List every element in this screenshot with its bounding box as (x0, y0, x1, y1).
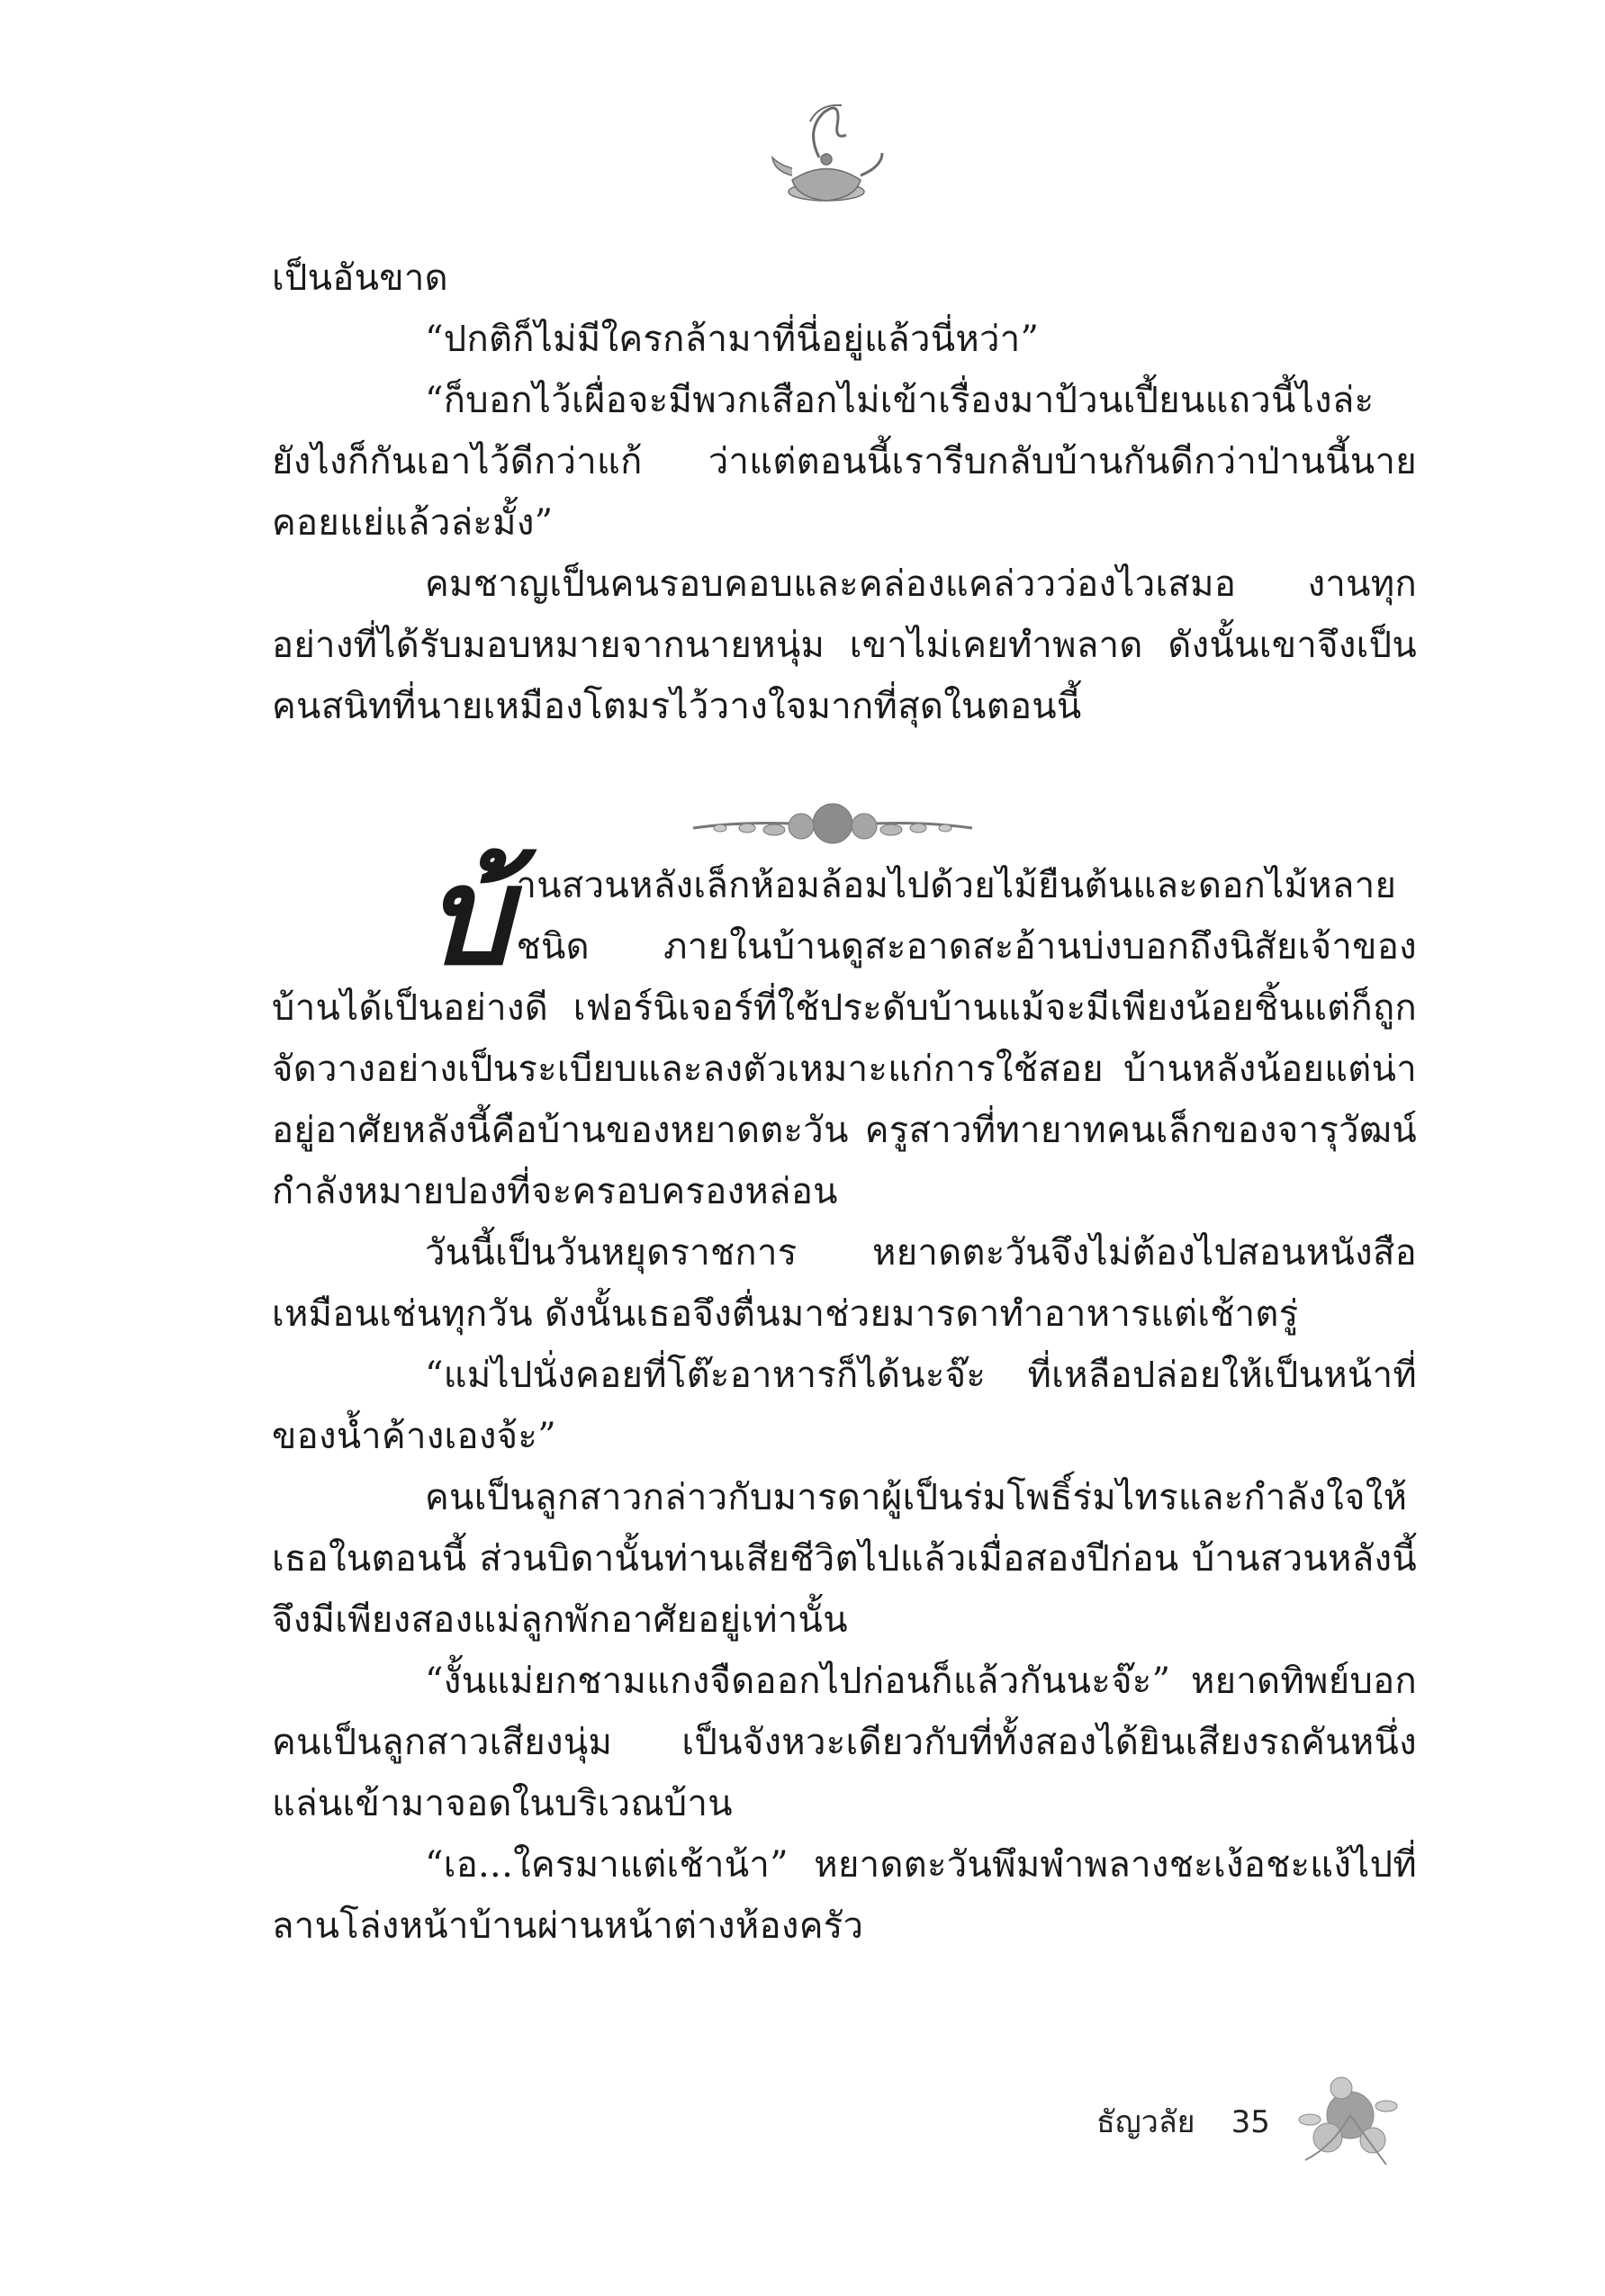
paragraph-3: “ก็บอกไว้เผื่อจะมีพวกเสือกไม่เข้าเรื่องมาป้วนเปี้ยนแถวนี้ไงล่ะ ยังไงก็กันเอาไว้ดีกว่าแก้ ว่าแต่ตอนนี้เรารีบกลับบ้านกันดีกว่าป่านนี้นายคอยแย่แล้วล่ะมั้ง” (272, 380, 1417, 544)
dropcap-letter: บ้ (425, 837, 511, 995)
text-block-top (272, 248, 1417, 737)
paragraph-7: “แม่ไปนั่งคอยที่โต๊ะอาหารก็ได้นะจ๊ะ ที่เหลือปล่อยให้เป็นหน้าที่ของน้ำค้างเองจ้ะ” (272, 1355, 1417, 1457)
flower-corner-icon (1287, 2061, 1404, 2178)
paragraph-5-text: านสวนหลังเล็กห้อมล้อมไปด้วยไม้ยืนต้นและดอกไม้หลายชนิด ภายในบ้านดูสะอาดสะอ้านบ่งบอกถึงนิสัยเจ้าของบ้านได้เป็นอย่างดี เฟอร์นิเจอร์ที่ใช้ประดับบ้านแม้จะมีเพียงน้อยชิ้นแต่ก็ถูกจัดวางอย่างเป็นระเบียบและลงตัวเหมาะแก่การใช้สอย บ้านหลังน้อยแต่น่าอยู่อาศัยหลังนี้คือบ้านของหยาดตะวัน ครูสาวที่ทายาทคนเล็กของจารุวัฒน์กำลังหมายปองที่จะครอบครองหล่อน (272, 865, 1417, 1212)
paragraph-9: “งั้นแม่ยกชามแกงจืดออกไปก่อนก็แล้วกันนะจ๊ะ” หยาดทิพย์บอกคนเป็นลูกสาวเสียงนุ่ม เป็นจังหวะเดียวกับที่ทั้งสองได้ยินเสียงรถคันหนึ่งแล่นเข้ามาจอดในบริเวณบ้าน (272, 1661, 1417, 1824)
paragraph-4: คมชาญเป็นคนรอบคอบและคล่องแคล่ววว่องไวเสมอ งานทุกอย่างที่ได้รับมอบหมายจากนายหนุ่ม เขาไม่เคยทำพลาด ดังนั้นเขาจึงเป็นคนสนิทที่นายเหมืองโตมรไว้วางใจมากที่สุดในตอนนี้ (272, 563, 1417, 727)
paragraph-1: เป็นอันขาด (272, 257, 448, 299)
paragraph-10: “เอ...ใครมาแต่เช้าน้า” หยาดตะวันพึมพำพลางชะเง้อชะแง้ไปที่ลานโล่งหน้าบ้านผ่านหน้าต่างห้องครัว (272, 1844, 1417, 1947)
paragraph-8: คนเป็นลูกสาวกล่าวกับมารดาผู้เป็นร่มโพธิ์ร่มไทรและกำลังใจให้เธอในตอนนี้ ส่วนบิดานั้นท่านเสียชีวิตไปแล้วเมื่อสองปีก่อน บ้านสวนหลังนี้จึงมีเพียงสองแม่ลูกพักอาศัยอยู่เท่านั้น (272, 1477, 1417, 1641)
paragraph-6: วันนี้เป็นวันหยุดราชการ หยาดตะวันจึงไม่ต้องไปสอนหนังสือเหมือนเช่นทุกวัน ดังนั้นเธอจึงตื่นมาช่วยมารดาทำอาหารแต่เช้าตรู่ (272, 1232, 1417, 1335)
floral-divider-icon (684, 783, 981, 864)
text-block-bottom (272, 837, 1417, 1957)
paragraph-5 (272, 837, 1417, 1222)
page-footer (1096, 2097, 1270, 2146)
footer-author: ธัญวลัย (1096, 2104, 1195, 2140)
page-number: 35 (1231, 2104, 1270, 2140)
paragraph-2: “ปกติก็ไม่มีใครกล้ามาที่นี่อยู่แล้วนี่หว่า” (425, 319, 1040, 360)
lamp-ornament-icon (756, 86, 891, 221)
